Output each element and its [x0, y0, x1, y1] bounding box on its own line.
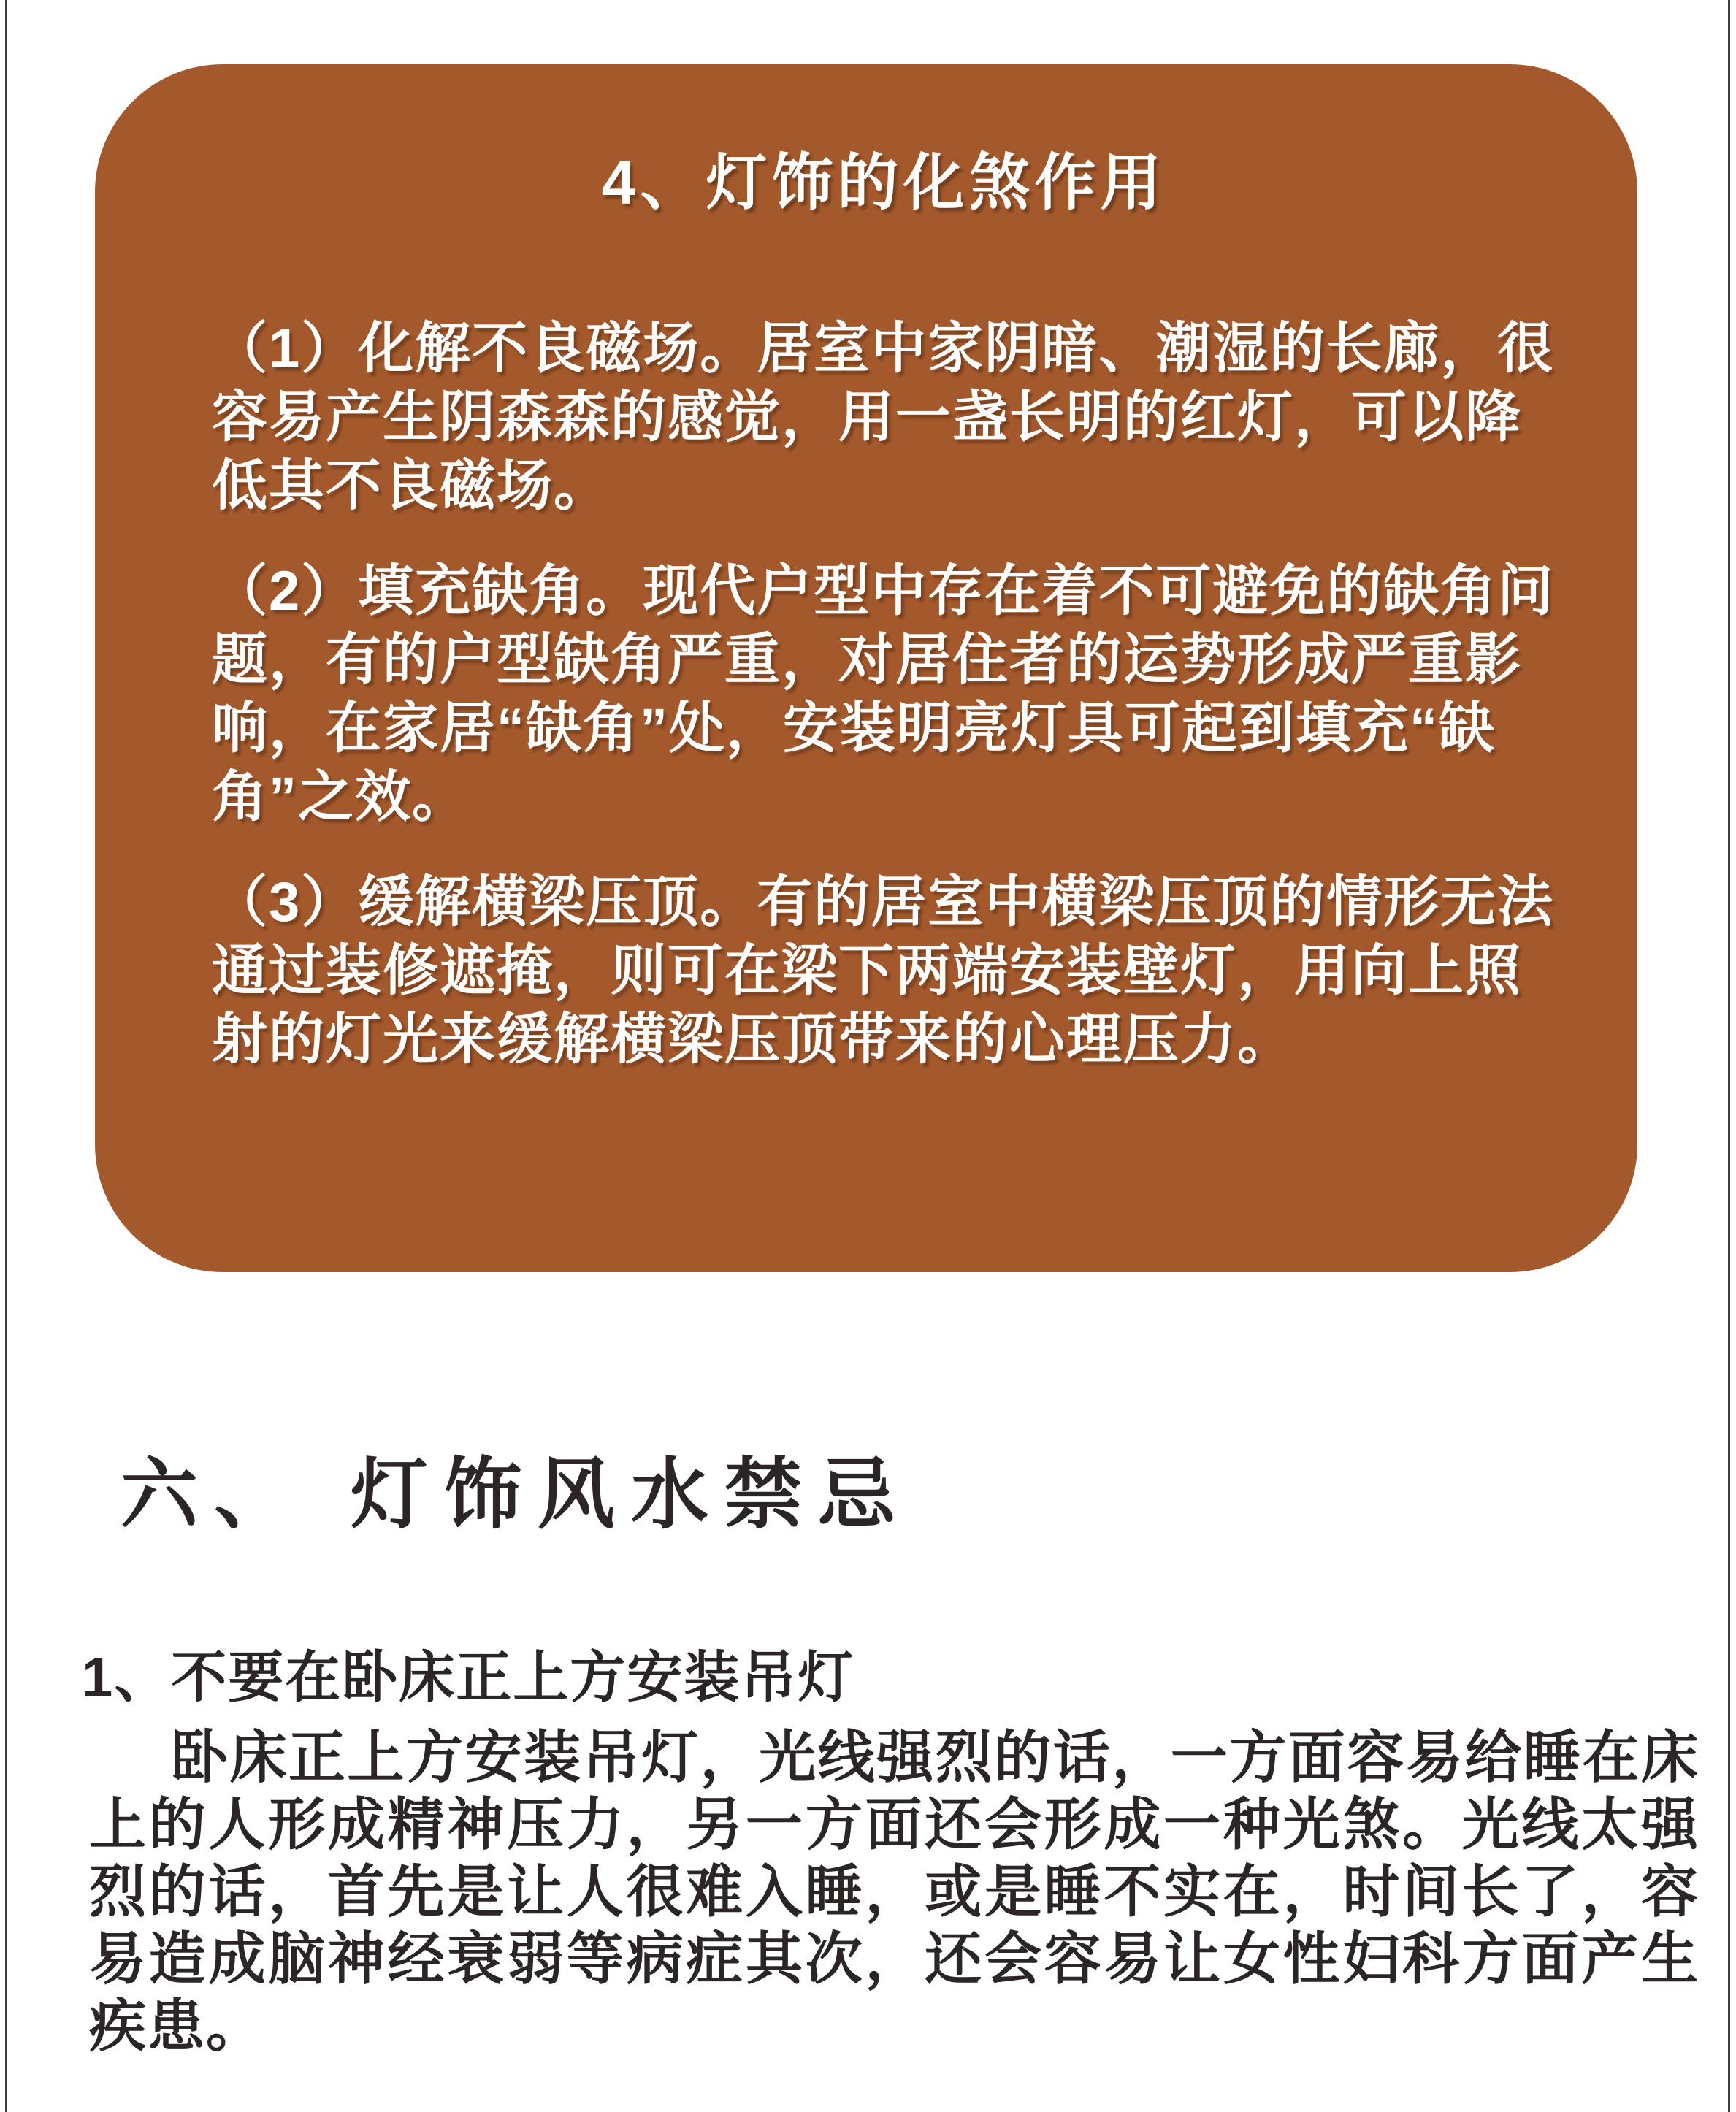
taboo-item-1-body: 卧床正上方安装吊灯，光线强烈的话，一方面容易给睡在床上的人形成精神压力，另一方面还会形成一种光煞。光线太强烈的话，首先是让人很难入睡，或是睡不实在，时间长了，容易造成脑神经衰弱等病症其次，还会容易让女性妇科方面产生疾患。 — [89, 1725, 1699, 2058]
card-paragraph-3: （3）缓解横梁压顶。有的居室中横梁压顶的情形无法通过装修遮掩，则可在梁下两端安装壁灯，用向上照射的灯光来缓解横梁压顶带来的心理压力。 — [212, 871, 1555, 1071]
lighting-huasha-card — [95, 64, 1637, 1272]
card-title: 4、灯饰的化煞作用 — [601, 148, 1166, 217]
card-paragraph-2: （2）填充缺角。现代户型中存在着不可避免的缺角问题，有的户型缺角严重，对居住者的运势形成严重影响，在家居“缺角”处，安装明亮灯具可起到填充“缺角”之效。 — [212, 559, 1555, 828]
card-paragraph-1: （1）化解不良磁场。居室中家阴暗、潮湿的长廊，很容易产生阴森森的感觉，用一盏长明的红灯，可以降低其不良磁场。 — [212, 317, 1555, 517]
taboo-item-1-title: 1、不要在卧床正上方安装吊灯 — [82, 1647, 855, 1709]
left-page-border-line — [5, 0, 7, 2112]
section-heading-fengshui-taboos: 六、 灯饰风水禁忌 — [121, 1448, 911, 1539]
right-page-border-line — [1728, 0, 1730, 2112]
